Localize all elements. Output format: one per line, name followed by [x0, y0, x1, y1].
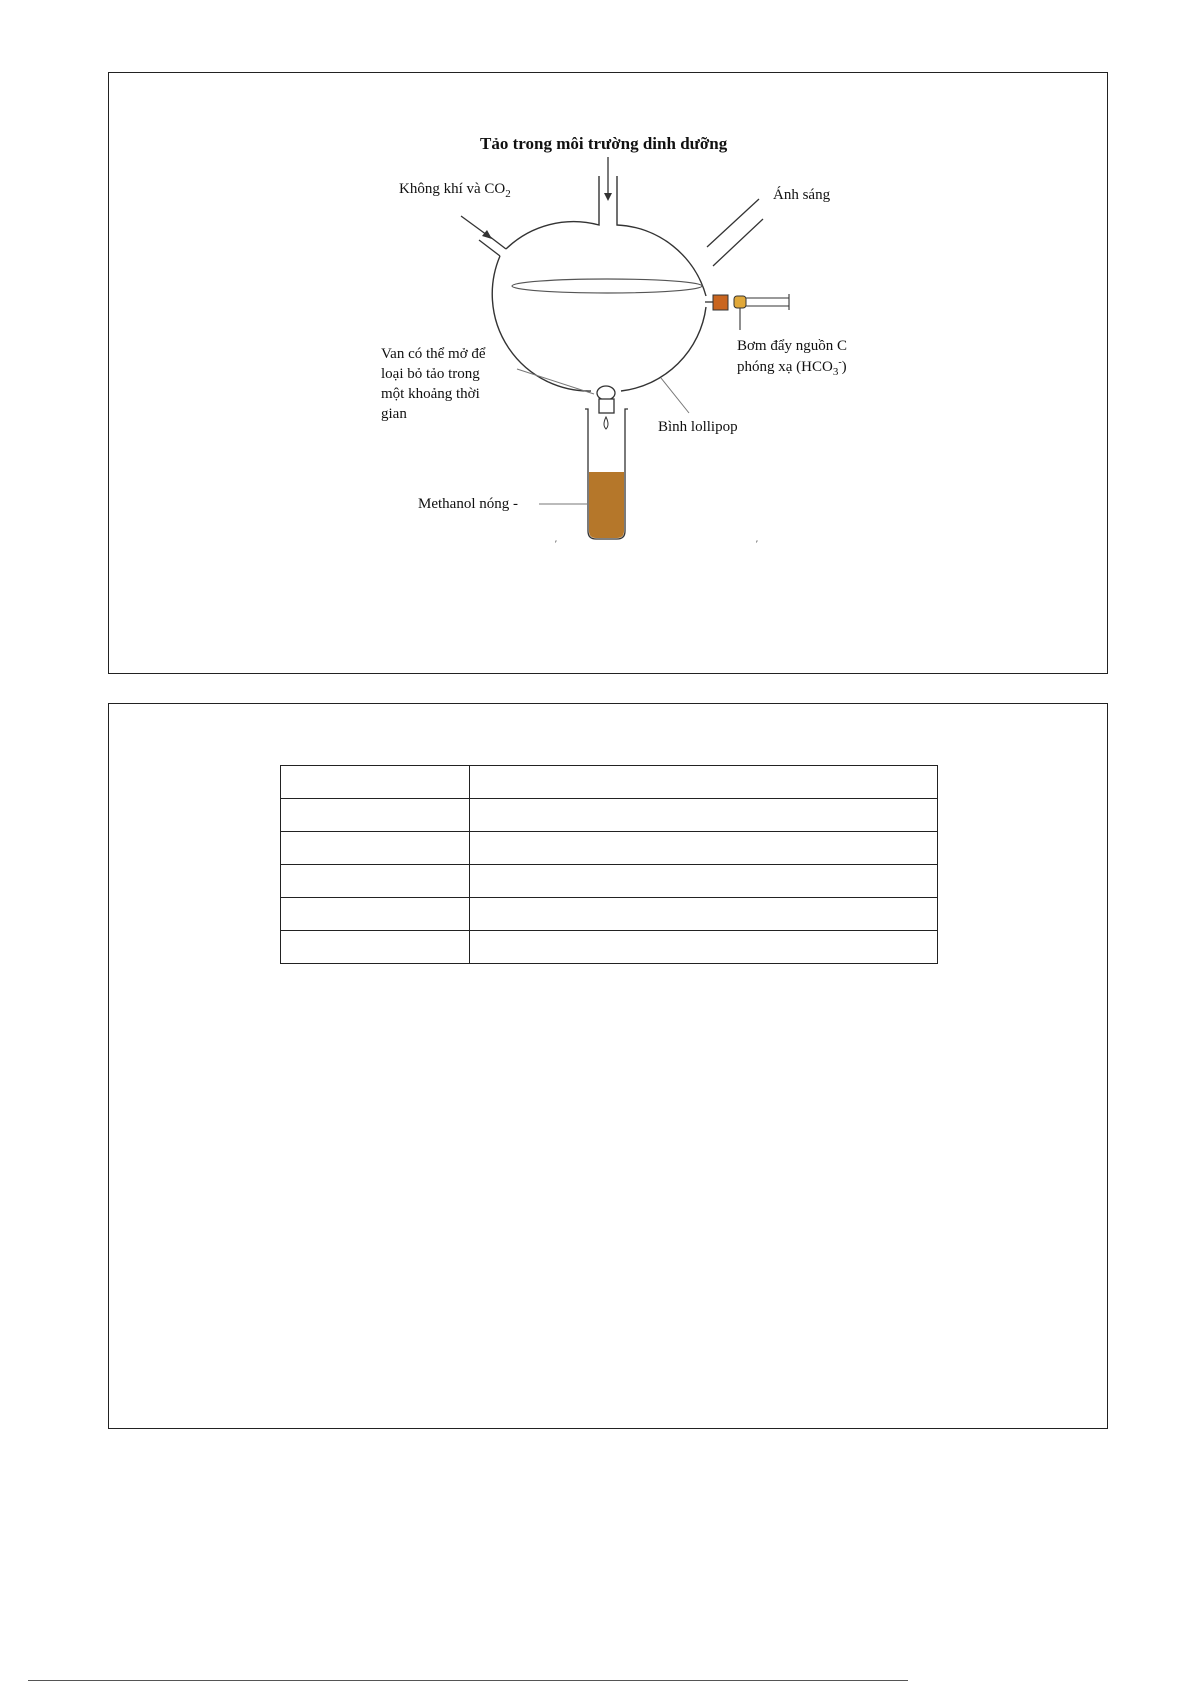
table-cell[interactable]: [470, 865, 938, 898]
valve-leader: [517, 369, 594, 394]
figure-frame: [108, 72, 1108, 674]
tick-mark-2: ′: [756, 539, 758, 549]
pump-label-line2: phóng xạ $(HCO_3^-)$: [737, 357, 847, 378]
port-stopper: [713, 295, 728, 310]
valve-label-line3: một khoảng thời: [381, 386, 480, 402]
air-arrow: [461, 216, 487, 235]
table-cell[interactable]: [281, 865, 470, 898]
table-cell[interactable]: [470, 832, 938, 865]
table-cell[interactable]: [281, 931, 470, 964]
valve-body: [599, 399, 614, 413]
air-arrow-head: [482, 230, 492, 239]
pump-label-line1: Bơm đẩy nguồn C: [737, 338, 848, 354]
table-cell[interactable]: [470, 898, 938, 931]
syringe-tip: [734, 296, 746, 308]
table-row: [281, 766, 938, 799]
table-row: [281, 832, 938, 865]
answer-table: [280, 765, 938, 964]
footer-divider: [28, 1680, 908, 1681]
table-cell[interactable]: [281, 832, 470, 865]
table-cell[interactable]: [281, 799, 470, 832]
flask-leader: [661, 378, 689, 413]
valve-label-line1: Van có thể mở để: [381, 346, 486, 362]
valve-drop: [604, 417, 608, 429]
valve-label-line2: loại bỏ tảo trong: [381, 366, 480, 382]
flask-label: Bình lollipop: [658, 419, 738, 435]
table-cell[interactable]: [470, 799, 938, 832]
lollipop-flask: [492, 176, 706, 391]
table-row: [281, 898, 938, 931]
liquid-surface: [512, 279, 702, 293]
light-ray-1: [707, 199, 759, 247]
lollipop-apparatus-diagram: [109, 73, 1107, 673]
air-co2-label: Không khí và $CO_2$: [399, 181, 511, 200]
table-row: [281, 865, 938, 898]
light-label: Ánh sáng: [773, 187, 831, 203]
valve-knob: [597, 386, 615, 400]
valve-label-line4: gian: [381, 406, 407, 422]
light-ray-2: [713, 219, 763, 266]
table-cell[interactable]: [281, 898, 470, 931]
table-row: [281, 931, 938, 964]
table-cell[interactable]: [470, 766, 938, 799]
table-cell[interactable]: [281, 766, 470, 799]
table-frame: [108, 703, 1108, 1429]
diagram-title: Tảo trong môi trường dinh dưỡng: [480, 134, 728, 153]
table-cell[interactable]: [470, 931, 938, 964]
input-arrow-head: [604, 193, 612, 201]
table-row: [281, 799, 938, 832]
tick-mark-1: ′: [555, 539, 557, 549]
methanol-label: Methanol nóng -: [418, 496, 518, 512]
methanol-fill: [589, 472, 624, 538]
